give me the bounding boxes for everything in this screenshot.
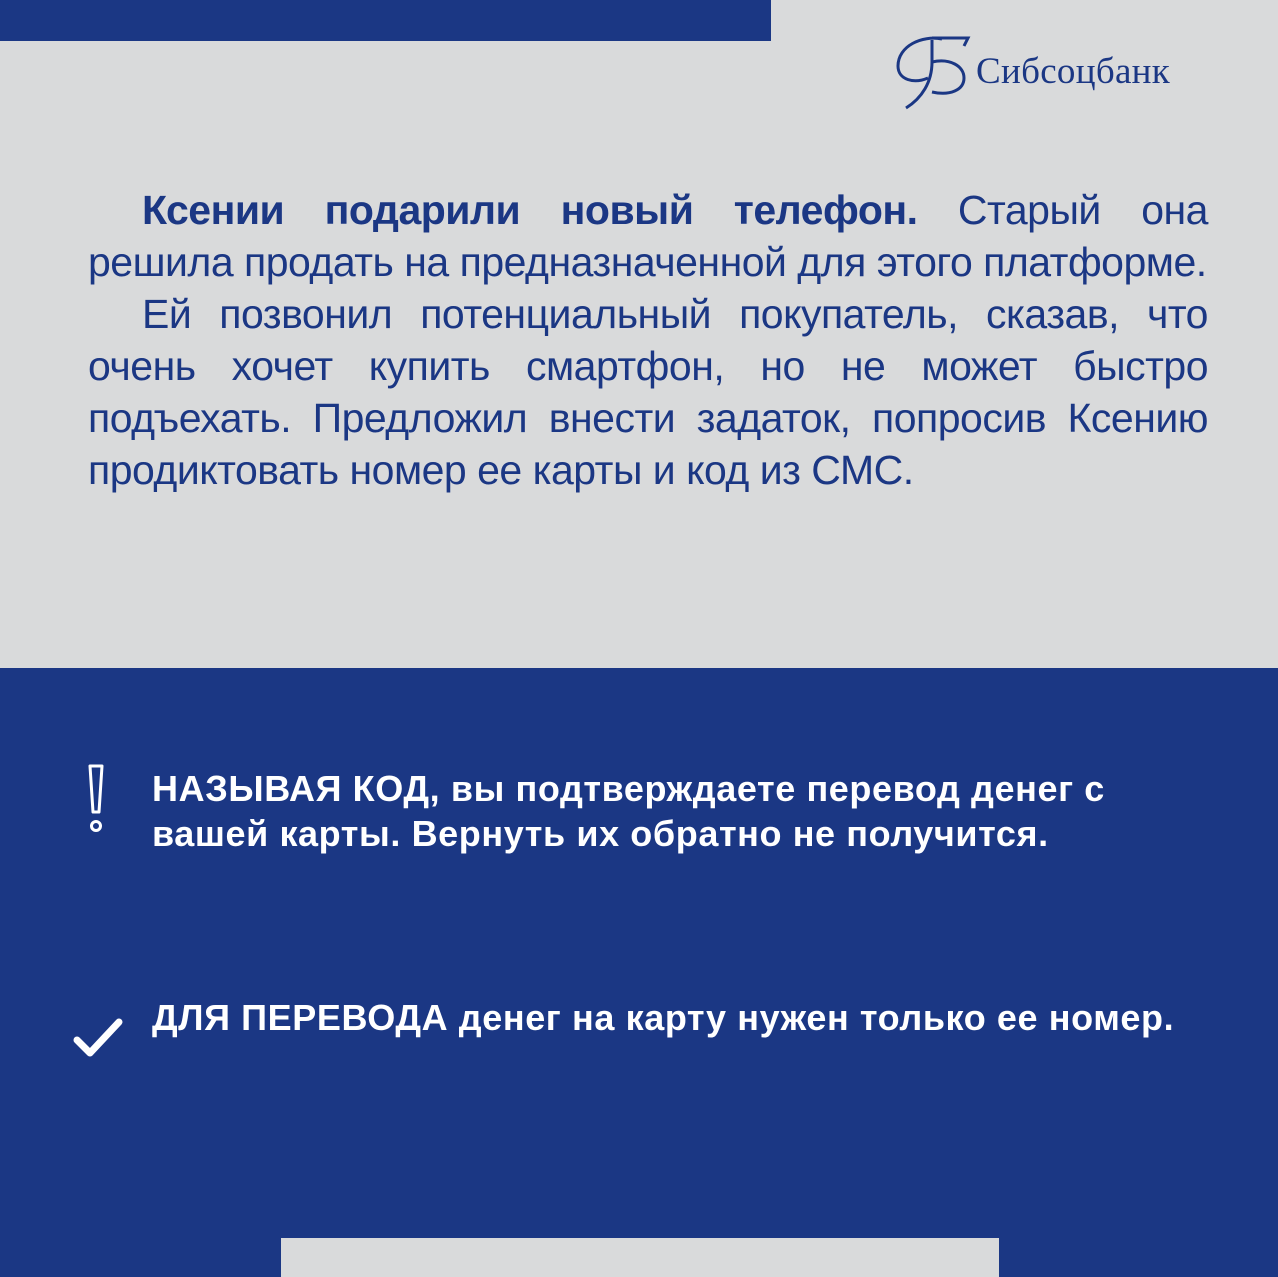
- bank-logo: [892, 32, 1202, 114]
- check-icon: [72, 1016, 124, 1060]
- warning-tip-lead: НАЗЫВАЯ КОД,: [152, 768, 441, 809]
- safe-tip: [152, 995, 1192, 1040]
- story-text: [88, 184, 1208, 496]
- advice-panel: [0, 668, 1278, 1277]
- story-lead: Ксении подарили новый телефон.: [142, 187, 918, 233]
- safe-tip-text: денег на карту нужен только ее номер.: [448, 997, 1175, 1038]
- safe-tip-lead: ДЛЯ ПЕРЕВОДА: [152, 997, 449, 1038]
- warning-tip: [152, 766, 1192, 856]
- bottom-accent-bar: [281, 1238, 999, 1277]
- exclamation-icon: [84, 762, 108, 836]
- sibsocbank-monogram-icon: [892, 32, 972, 114]
- story-paragraph-1-text: Старый она решила продать на предназначенной для этого платформе.: [88, 187, 1208, 285]
- top-accent-bar: [0, 0, 771, 41]
- logo-wordmark: Сибсоцбанк: [976, 51, 1171, 92]
- story-paragraph-2: Ей позвонил потенциальный покупатель, сказав, что очень хочет купить смартфон, но не может быстро подъехать. Предложил внести задаток, попросив Ксению продиктовать номер ее карты и код из СМС.: [88, 291, 1208, 493]
- warning-tip-text: вы подтверждаете перевод денег с вашей карты. Вернуть их обратно не получится.: [152, 768, 1105, 854]
- story-paragraph-1: [88, 184, 1208, 288]
